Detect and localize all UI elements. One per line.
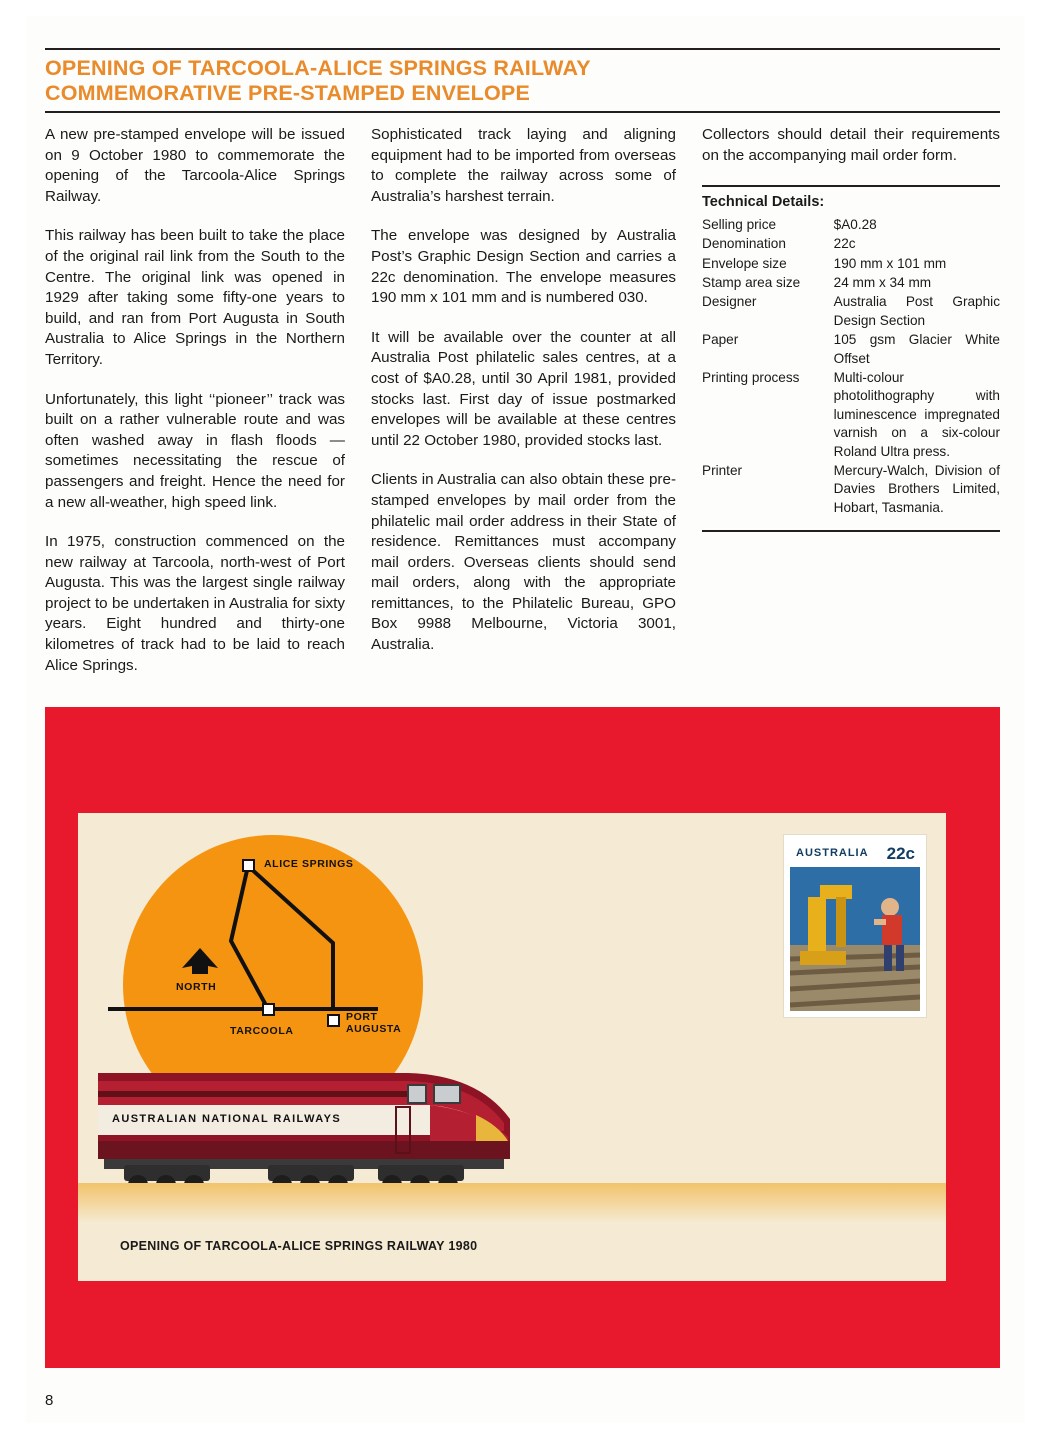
page-title-line2: COMMEMORATIVE PRE-STAMPED ENVELOPE [45,81,531,105]
stamp-tracklaying-scene [790,867,920,1011]
map-label-alice-springs: ALICE SPRINGS [264,858,354,870]
tech-details-table [702,216,1000,519]
tech-value: Mercury-Walch, Division of Davies Brothers Limited, Hobart, Tasmania. [833,463,1000,515]
north-arrow-icon [178,946,222,976]
tech-details-heading: Technical Details: [702,194,825,211]
tech-rule-top [702,185,1000,187]
paragraph: The envelope was designed by Australia Post’s Graphic Design Section and carries a 22c denomination. The envelope measures 190 mm x 101 mm and is numbered 030. [371,227,676,307]
paragraph: It will be available over the counter at all Australia Post philatelic sales centres, at a cost of $A0.28, until 30 April 1981, provided stocks last. First day of issue postmarked envelopes will be available at these centres until 22 October 1980, provided stocks last. [371,328,676,449]
paragraph: Clients in Australia can also obtain these pre-stamped envelopes by mail order from the philatelic mail order address in their State of residence. Remittances must accompany mail orders. Overseas clients should send mail orders, along with the appropriate remittances, to the Philatelic Bureau, GPO Box 9988 Melbourne, Victoria 3001, Australia. [371,471,676,654]
tech-key: Envelope size [702,255,787,271]
ground-band [78,1183,946,1223]
pre-stamped-envelope [78,813,946,1281]
tech-key: Designer [702,294,757,310]
tech-value: Australia Post Graphic Design Section [833,294,1000,328]
tech-key: Selling price [702,216,777,232]
envelope-figure [45,707,1000,1368]
map-node-alice-springs [242,859,255,872]
table-row [702,216,1000,235]
column-2 [371,125,676,676]
north-label: NORTH [176,981,217,993]
column-3 [702,125,1000,676]
column-1 [45,125,345,676]
tech-key: Denomination [702,236,786,252]
paragraph: Unfortunately, this light ‘‘pioneer’’ track was built on a rather vulnerable route and was often washed away in flash floods — sometimes necessitating the rescue of passengers and freight. Hence the need for a new all-weather, high speed link. [45,390,345,511]
paragraph: This railway has been built to take the place of the original rail link from the South to the Centre. The original link was opened in 1929 after taking some fifty-one years to build, and ran from Port Augusta in South Australia to Alice Springs in the Northern Territory. [45,227,345,368]
page-title-line1: OPENING OF TARCOOLA-ALICE SPRINGS RAILWAY [45,56,591,80]
tech-key: Printing process [702,370,800,386]
tech-value: 105 gsm Glacier White Offset [833,332,1000,366]
table-row [702,274,1000,293]
columns [45,125,1000,676]
tech-value: $A0.28 [833,216,877,232]
stamp-country-label: AUSTRALIA [796,847,869,859]
envelope-caption: OPENING OF TARCOOLA-ALICE SPRINGS RAILWAY 1980 [120,1239,478,1253]
tech-key: Printer [702,463,743,479]
paragraph: Sophisticated track laying and aligning equipment had to be imported from overseas to complete the railway across some of Australia’s harshest terrain. [371,126,676,205]
page-number: 8 [45,1392,54,1409]
stamp-denomination-label: 22c [886,844,915,863]
table-row [702,293,1000,331]
tech-key: Paper [702,332,739,348]
tech-value: 190 mm x 101 mm [833,255,947,271]
tech-value: 22c [833,236,856,252]
paragraph: In 1975, construction commenced on the new railway at Tarcoola, north-west of Port Augusta. This was the largest single railway project to be undertaken in Australia for sixty years. Eight hundred and thirty-one kilometres of track had to be laid to reach Alice Springs. [45,533,345,674]
tech-value: 24 mm x 34 mm [833,275,932,290]
table-row [702,331,1000,369]
table-row [702,369,1000,462]
stamp-artwork [790,841,920,1011]
paragraph: A new pre-stamped envelope will be issued on 9 October 1980 to commemorate the opening of the Tarcoola-Alice Springs Railway. [45,126,345,205]
page-title [45,50,1000,108]
tech-value: Multi-colour photolithography with luminescence impregnated varnish on a six-colour Roland Ultra press. [833,370,1000,459]
svg-text:AUSTRALIAN NATIONAL RAILWA: AUSTRALIAN NATIONAL RAILWAYS [112,1113,342,1125]
map-node-port-augusta [327,1014,340,1027]
map-node-tarcoola [262,1003,275,1016]
tech-rule-bottom [702,530,1000,532]
tech-key: Stamp area size [702,275,801,290]
article-content [45,48,1000,676]
map-label-port-augusta: PORT AUGUSTA [346,1011,402,1035]
table-row [702,462,1000,518]
title-rule-bottom [45,111,1000,113]
paragraph: Collectors should detail their requirements on the accompanying mail order form. [702,126,1000,164]
postage-stamp [784,835,926,1017]
table-row [702,255,1000,274]
table-row [702,235,1000,254]
map-label-tarcoola: TARCOOLA [230,1025,294,1037]
